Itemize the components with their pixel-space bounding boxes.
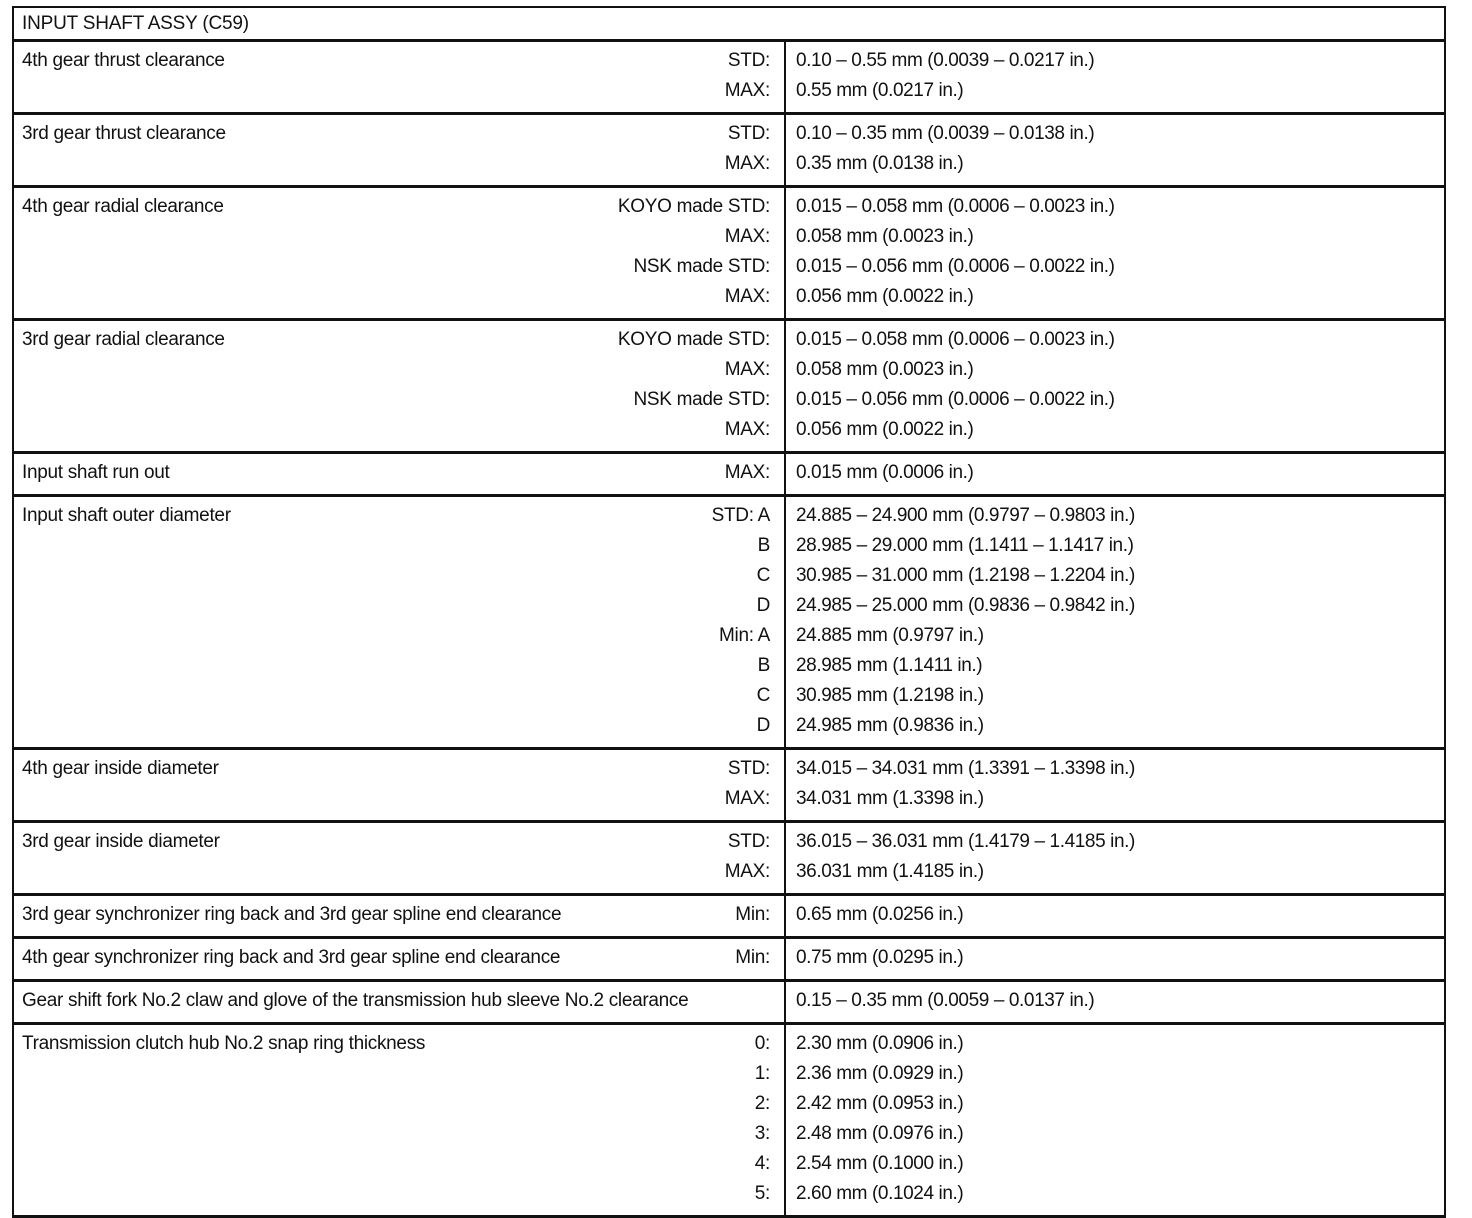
qualifier-label: KOYO made STD:	[617, 329, 770, 350]
value-cell	[786, 982, 1444, 1022]
qualifier-label: MAX:	[724, 788, 770, 809]
qualifier-label: Min:	[735, 947, 770, 968]
qualifier-label: 1:	[754, 1063, 770, 1084]
spec-value: 0.65 mm (0.0256 in.)	[796, 904, 964, 925]
value-cell	[786, 321, 1444, 451]
qualifier-label: STD:	[727, 758, 770, 779]
spec-rows	[14, 42, 1444, 1218]
spec-value: 36.031 mm (1.4185 in.)	[796, 861, 984, 882]
qualifier-label: STD:	[727, 50, 770, 71]
spec-value: 0.10 – 0.35 mm (0.0039 – 0.0138 in.)	[796, 123, 1095, 144]
spec-value: 24.885 – 24.900 mm (0.9797 – 0.9803 in.)	[796, 505, 1135, 526]
qualifier-label: C	[756, 685, 770, 706]
spec-value: 0.75 mm (0.0295 in.)	[796, 947, 964, 968]
table-row	[14, 896, 1444, 939]
table-row	[14, 1025, 1444, 1218]
spec-value: 34.031 mm (1.3398 in.)	[796, 788, 984, 809]
qualifier-label: MAX:	[724, 419, 770, 440]
item-cell	[14, 115, 786, 185]
qualifier-label: MAX:	[724, 226, 770, 247]
qualifier-label: Min:	[735, 904, 770, 925]
table-row	[14, 321, 1444, 454]
item-cell	[14, 321, 786, 451]
spec-value: 0.15 – 0.35 mm (0.0059 – 0.0137 in.)	[796, 990, 1095, 1011]
qualifier-label: 3:	[754, 1123, 770, 1144]
item-cell	[14, 896, 786, 936]
item-label: 3rd gear thrust clearance	[22, 123, 226, 144]
item-label: 3rd gear radial clearance	[22, 329, 225, 350]
spec-value: 0.015 mm (0.0006 in.)	[796, 462, 974, 483]
value-cell	[786, 750, 1444, 820]
item-label: 4th gear synchronizer ring back and 3rd gear spline end clearance	[22, 947, 561, 968]
item-label: Gear shift fork No.2 claw and glove of the transmission hub sleeve No.2 clearance	[22, 990, 689, 1011]
qualifier-label: B	[757, 655, 770, 676]
item-cell	[14, 454, 786, 494]
spec-value: 0.056 mm (0.0022 in.)	[796, 286, 974, 307]
value-cell	[786, 115, 1444, 185]
spec-value: 0.058 mm (0.0023 in.)	[796, 359, 974, 380]
qualifier-label: MAX:	[724, 153, 770, 174]
spec-value: 2.54 mm (0.1000 in.)	[796, 1153, 964, 1174]
value-cell	[786, 939, 1444, 979]
table-row	[14, 750, 1444, 823]
item-label: Transmission clutch hub No.2 snap ring thickness	[22, 1033, 426, 1054]
qualifier-list	[14, 501, 784, 741]
spec-value: 24.985 mm (0.9836 in.)	[796, 715, 984, 736]
item-label: 4th gear radial clearance	[22, 196, 224, 217]
table-row	[14, 42, 1444, 115]
spec-value: 24.985 – 25.000 mm (0.9836 – 0.9842 in.)	[796, 595, 1135, 616]
table-row	[14, 939, 1444, 982]
qualifier-label: MAX:	[724, 80, 770, 101]
item-label: Input shaft outer diameter	[22, 505, 231, 526]
spec-value: 0.015 – 0.056 mm (0.0006 – 0.0022 in.)	[796, 256, 1115, 277]
spec-table	[12, 6, 1446, 1218]
spec-value: 30.985 – 31.000 mm (1.2198 – 1.2204 in.)	[796, 565, 1135, 586]
spec-value: 2.30 mm (0.0906 in.)	[796, 1033, 964, 1054]
value-cell	[786, 1025, 1444, 1215]
spec-value: 24.885 mm (0.9797 in.)	[796, 625, 984, 646]
spec-value: 28.985 mm (1.1411 in.)	[796, 655, 983, 676]
value-cell	[786, 42, 1444, 112]
table-row	[14, 497, 1444, 750]
qualifier-label: NSK made STD:	[633, 256, 770, 277]
qualifier-label: KOYO made STD:	[617, 196, 770, 217]
value-cell	[786, 497, 1444, 747]
spec-value: 2.36 mm (0.0929 in.)	[796, 1063, 964, 1084]
item-cell	[14, 1025, 786, 1215]
table-row	[14, 115, 1444, 188]
item-cell	[14, 823, 786, 893]
qualifier-label: MAX:	[724, 286, 770, 307]
spec-value: 0.058 mm (0.0023 in.)	[796, 226, 974, 247]
qualifier-label: D	[756, 715, 770, 736]
value-cell	[786, 454, 1444, 494]
item-label: 4th gear thrust clearance	[22, 50, 225, 71]
qualifier-label: MAX:	[724, 462, 770, 483]
qualifier-label: MAX:	[724, 861, 770, 882]
qualifier-label: B	[757, 535, 770, 556]
item-cell	[14, 188, 786, 318]
spec-value: 2.60 mm (0.1024 in.)	[796, 1183, 964, 1204]
qualifier-label: Min: A	[719, 625, 770, 646]
item-cell	[14, 750, 786, 820]
spec-value: 2.48 mm (0.0976 in.)	[796, 1123, 964, 1144]
spec-value: 0.55 mm (0.0217 in.)	[796, 80, 964, 101]
spec-value: 0.10 – 0.55 mm (0.0039 – 0.0217 in.)	[796, 50, 1095, 71]
item-label: Input shaft run out	[22, 462, 170, 483]
item-label: 4th gear inside diameter	[22, 758, 219, 779]
qualifier-label: 2:	[754, 1093, 770, 1114]
qualifier-label: 4:	[754, 1153, 770, 1174]
value-cell	[786, 823, 1444, 893]
spec-value: 0.056 mm (0.0022 in.)	[796, 419, 974, 440]
spec-value: 36.015 – 36.031 mm (1.4179 – 1.4185 in.)	[796, 831, 1135, 852]
table-row	[14, 188, 1444, 321]
qualifier-label: D	[756, 595, 770, 616]
spec-value: 34.015 – 34.031 mm (1.3391 – 1.3398 in.)	[796, 758, 1135, 779]
item-cell	[14, 939, 786, 979]
table-row	[14, 982, 1444, 1025]
item-label: 3rd gear synchronizer ring back and 3rd gear spline end clearance	[22, 904, 562, 925]
item-label: 3rd gear inside diameter	[22, 831, 220, 852]
table-row	[14, 823, 1444, 896]
qualifier-label: STD:	[727, 831, 770, 852]
table-row	[14, 454, 1444, 497]
qualifier-label: 5:	[754, 1183, 770, 1204]
table-title: INPUT SHAFT ASSY (C59)	[14, 8, 1444, 42]
spec-value: 0.35 mm (0.0138 in.)	[796, 153, 964, 174]
qualifier-label: NSK made STD:	[633, 389, 770, 410]
qualifier-label: 0:	[754, 1033, 770, 1054]
value-cell	[786, 896, 1444, 936]
value-cell	[786, 188, 1444, 318]
item-cell	[14, 42, 786, 112]
qualifier-label: MAX:	[724, 359, 770, 380]
spec-value: 28.985 – 29.000 mm (1.1411 – 1.1417 in.)	[796, 535, 1134, 556]
item-cell	[14, 982, 786, 1022]
qualifier-label: STD: A	[711, 505, 770, 526]
item-cell	[14, 497, 786, 747]
spec-value: 0.015 – 0.058 mm (0.0006 – 0.0023 in.)	[796, 329, 1115, 350]
spec-value: 0.015 – 0.058 mm (0.0006 – 0.0023 in.)	[796, 196, 1115, 217]
spec-value: 2.42 mm (0.0953 in.)	[796, 1093, 964, 1114]
spec-value: 30.985 mm (1.2198 in.)	[796, 685, 984, 706]
qualifier-label: STD:	[727, 123, 770, 144]
qualifier-label: C	[756, 565, 770, 586]
spec-value: 0.015 – 0.056 mm (0.0006 – 0.0022 in.)	[796, 389, 1115, 410]
